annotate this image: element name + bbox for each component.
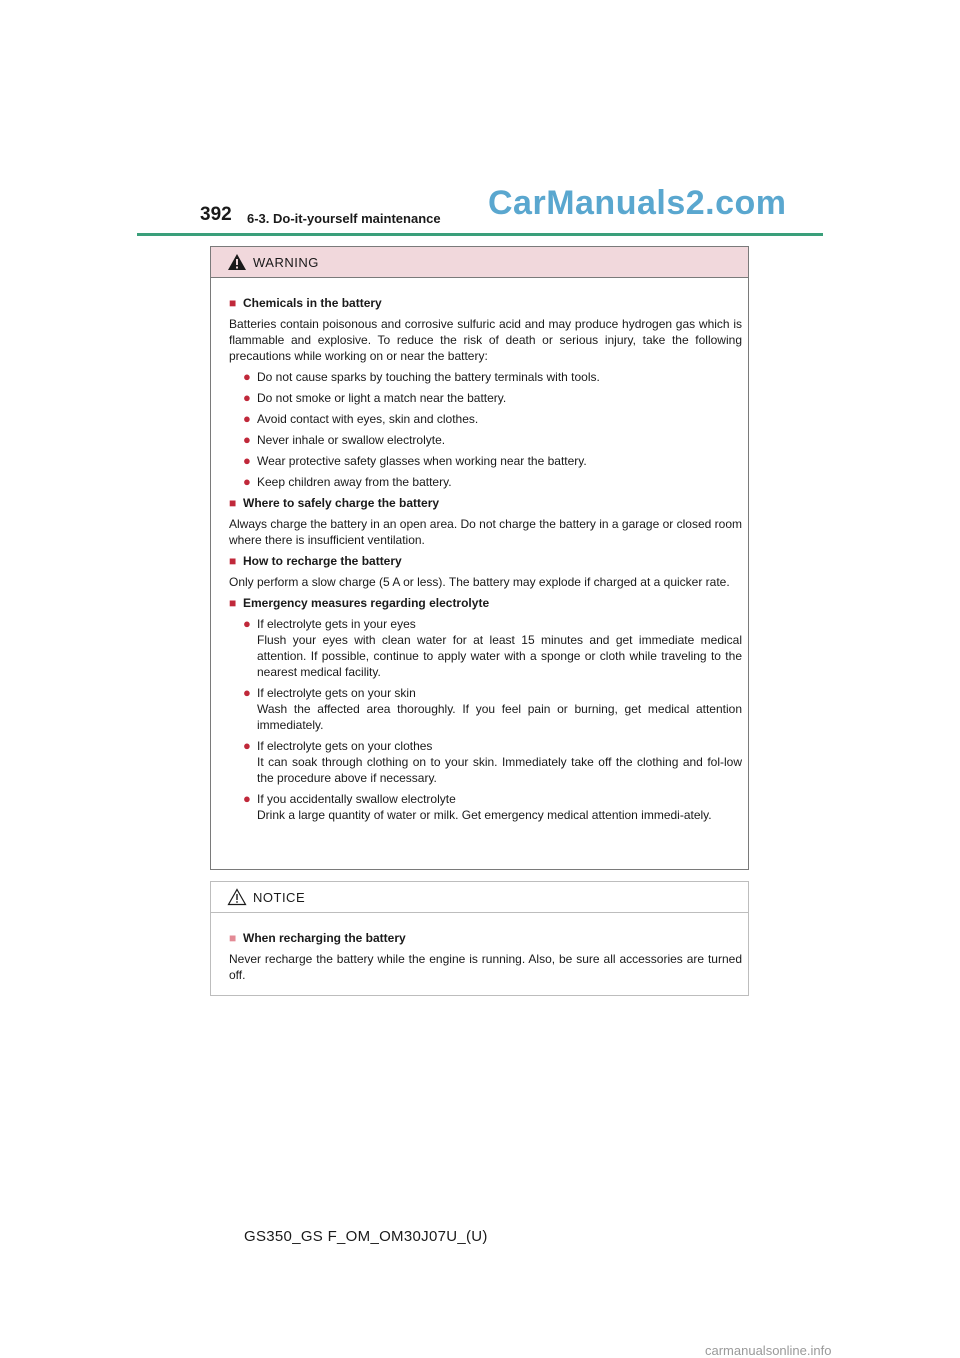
warning-heading-how: ■ How to recharge the battery — [229, 554, 402, 568]
list-item: ● Never inhale or swallow electrolyte. — [243, 432, 446, 447]
section-title: 6-3. Do-it-yourself maintenance — [247, 211, 441, 226]
list-item: ● If electrolyte gets in your eyes Flush your eyes with clean water for at least 15 minutes and get immediate medical attention. If possible, continue to apply water with a sponge or cloth while traveling to the nearest medical facility. — [243, 616, 742, 679]
footer-code: GS350_GS F_OM_OM30J07U_(U) — [244, 1228, 488, 1245]
header-rule — [137, 233, 823, 236]
list-item: ● Keep children away from the battery. — [243, 474, 452, 489]
page-number: 392 — [200, 204, 232, 225]
warning-header — [211, 247, 748, 278]
list-item: ● Wear protective safety glasses when working near the battery. — [243, 453, 587, 468]
list-item: ● If you accidentally swallow electrolyte Drink a large quantity of water or milk. Get emergency medical attention immedi-ately. — [243, 791, 712, 822]
warning-label: WARNING — [253, 254, 319, 270]
notice-label: NOTICE — [253, 889, 306, 905]
list-item: ● Do not smoke or light a match near the battery. — [243, 390, 507, 405]
notice-box — [210, 881, 749, 996]
list-item: ● Do not cause sparks by touching the battery terminals with tools. — [243, 369, 600, 384]
warning-heading-emergency: ■ Emergency measures regarding electrolyte — [229, 596, 490, 610]
warning-triangle-icon — [227, 253, 247, 271]
warning-heading-where: ■ Where to safely charge the battery — [229, 496, 440, 510]
warning-heading-chemicals: ■ Chemicals in the battery — [229, 296, 382, 310]
list-item: ● Avoid contact with eyes, skin and clothes. — [243, 411, 479, 426]
list-item: ● If electrolyte gets on your skin Wash the affected area thoroughly. If you feel pain or burning, get medical attention immediately. — [243, 685, 742, 732]
caution-triangle-icon — [227, 888, 247, 906]
notice-heading: ■ When recharging the battery — [229, 931, 406, 945]
notice-header — [211, 882, 748, 913]
warning-text-chemicals: Batteries contain poisonous and corrosive sulfuric acid and may produce hydrogen gas which is flammable and explosive. To reduce the risk of death or serious injury, take the following precautions while working on or near the battery: — [229, 317, 742, 363]
list-item: ● If electrolyte gets on your clothes It can soak through clothing on to your skin. Immediately take off the clothing and fol-low the procedure above if necessary. — [243, 738, 742, 785]
warning-text-how: Only perform a slow charge (5 A or less). The battery may explode if charged at a quicker rate. — [229, 575, 730, 589]
notice-text: Never recharge the battery while the engine is running. Also, be sure all accessories are turned off. — [229, 952, 742, 982]
notice-body — [211, 913, 748, 983]
footer-watermark: carmanualsonline.info — [705, 1343, 832, 1358]
warning-text-where: Always charge the battery in an open area. Do not charge the battery in a garage or closed room where there is insufficient ventilation. — [229, 517, 742, 547]
warning-body — [211, 278, 748, 823]
watermark-logo: CarManuals2.com — [488, 184, 787, 222]
warning-box — [210, 246, 749, 870]
